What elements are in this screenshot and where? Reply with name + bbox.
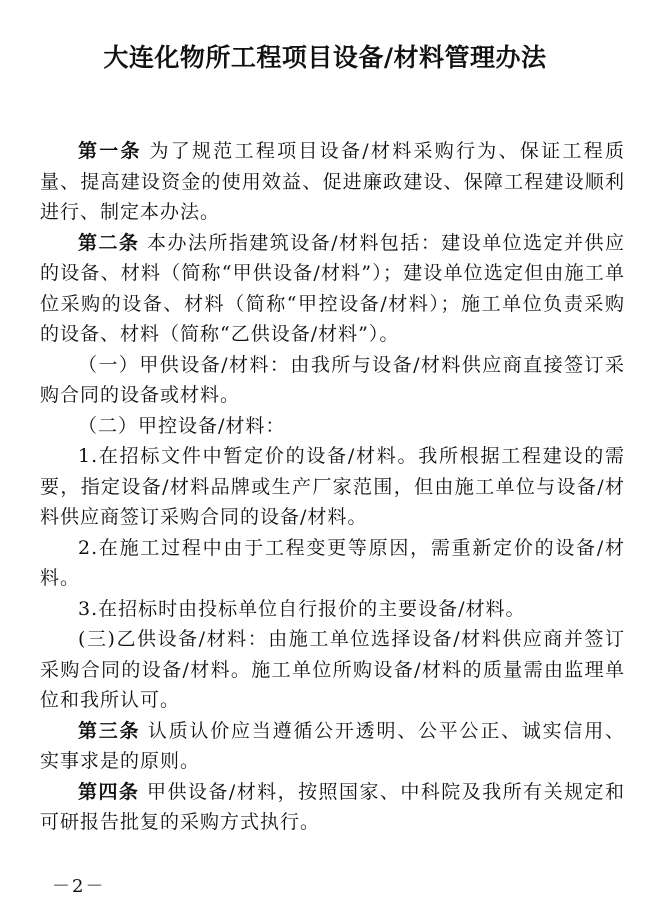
paragraph-jiakong: （二）甲控设备/材料： — [78, 414, 286, 437]
article-2-text: 本办法所指建筑设备/材料包括：建设单位选定并供应的设备、材料（简称“甲供设备/材料”）；建设单位选定但由施工单位采购的设备、材料（简称“甲控设备/材料）；施工单位负责采购的设备、材料（简称“乙供设备/材料”）。 — [40, 231, 625, 345]
paragraph-yigong: (三)乙供设备/材料：由施工单位选择设备/材料供应商并签订采购合同的设备/材料。施工单位所购设备/材料的质量需由监理单位和我所认可。 — [40, 628, 625, 711]
list-item-3: 3.在招标时由投标单位自行报价的主要设备/材料。 — [78, 597, 526, 620]
article-1-text: 为了规范工程项目设备/材料采购行为、保证工程质量、提高建设资金的使用效益、促进廉政建设、保障工程建设顺利进行、制定本办法。 — [40, 140, 625, 223]
article-4-label: 第四条 — [78, 780, 140, 803]
paragraph-jiagong: （一）甲供设备/材料：由我所与设备/材料供应商直接签订采购合同的设备或材料。 — [40, 353, 625, 406]
article-3-label: 第三条 — [78, 719, 141, 742]
article-3 — [40, 716, 625, 777]
list-item-2: 2.在施工过程中由于工程变更等原因，需重新定价的设备/材料。 — [40, 536, 625, 589]
article-2 — [40, 228, 625, 350]
article-1-label: 第一条 — [78, 140, 142, 162]
document-title: 大连化物所工程项目设备/材料管理办法 — [103, 43, 547, 72]
document-body — [40, 136, 625, 838]
article-3-text: 认质认价应当遵循公开透明、公平公正、诚实信用、实事求是的原则。 — [40, 719, 625, 772]
article-4 — [40, 777, 625, 838]
list-item-1: 1.在招标文件中暂定价的设备/材料。我所根据工程建设的需要，指定设备/材料品牌或生产厂家范围，但由施工单位与设备/材料供应商签订采购合同的设备/材料。 — [40, 445, 625, 528]
article-4-text: 甲供设备/材料，按照国家、中科院及我所有关规定和可研报告批复的采购方式执行。 — [40, 780, 625, 833]
article-1 — [40, 136, 625, 228]
page-number: －2－ — [52, 876, 106, 897]
article-2-label: 第二条 — [78, 231, 140, 254]
